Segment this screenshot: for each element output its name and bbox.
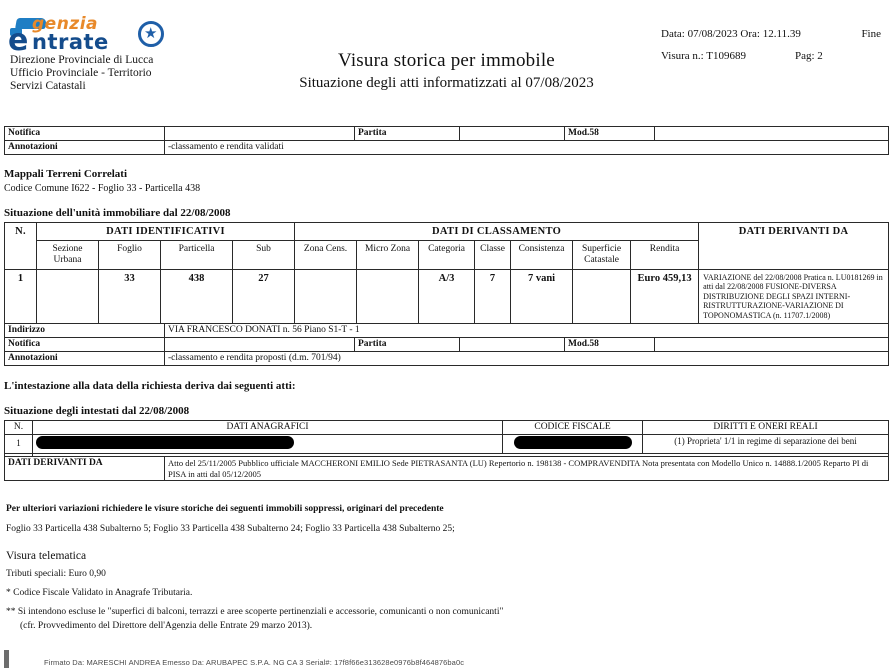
indirizzo-table [4, 323, 889, 366]
note-asterisk-two-cont: (cfr. Provvedimento del Direttore dell'Agenzia delle Entrate 29 marzo 2013). [20, 621, 313, 632]
table-row [5, 324, 889, 338]
signature-side-bar [4, 650, 9, 668]
col-header-particella: Particella [161, 241, 233, 270]
notifica-label: Notifica [5, 127, 165, 141]
cell-zona-cens [295, 270, 357, 324]
annotazioni-label: Annotazioni [5, 141, 165, 155]
dati-derivanti-da-label: DATI DERIVANTI DA [5, 457, 165, 481]
page-subtitle: Situazione degli atti informatizzati al 07/08/2023 [299, 75, 594, 91]
annotazioni-label-2: Annotazioni [5, 352, 165, 366]
col-header-zona-cens: Zona Cens. [295, 241, 357, 270]
partita-value-2 [460, 338, 565, 352]
col-header-diritti-oneri: DIRITTI E ONERI REALI [643, 421, 889, 435]
cell-dati-anagrafici [33, 435, 503, 454]
col-header-consistenza: Consistenza [511, 241, 573, 270]
mod58-label: Mod.58 [565, 127, 655, 141]
cell-superficie-catastale [573, 270, 631, 324]
indirizzo-label: Indirizzo [5, 324, 165, 338]
logo-e-glyph: e [8, 23, 29, 58]
tributi-speciali: Tributi speciali: Euro 0,90 [6, 569, 106, 580]
note-asterisk-two: ** Si intendono escluse le "superfici di balconi, terrazzi e aree scoperte pertinenziali e accessorie, comunicanti o non comunicanti" [6, 607, 504, 618]
table-row [5, 435, 889, 454]
notifica-value-2 [165, 338, 355, 352]
situazione-unita-heading: Situazione dell'unità immobiliare dal 22/08/2008 [4, 207, 231, 219]
cell-particella: 438 [161, 270, 233, 324]
document-header [0, 0, 893, 120]
dati-derivanti-intestati-table [4, 456, 889, 481]
col-header-micro-zona: Micro Zona [357, 241, 419, 270]
col-header-n: N. [5, 223, 37, 270]
notifica-value [165, 127, 355, 141]
table-row [5, 457, 889, 481]
cell-classe: 7 [475, 270, 511, 324]
signature-text: Firmato Da: MARESCHI ANDREA Emesso Da: ARUBAPEC S.P.A. NG CA 3 Serial#: 17f8f66e313628e0976b8f464876ba0c [44, 658, 465, 667]
partita-label-2: Partita [355, 338, 460, 352]
cell-categoria: A/3 [419, 270, 475, 324]
partita-value [460, 127, 565, 141]
cell-sub: 27 [233, 270, 295, 324]
variazioni-heading: Per ulteriori variazioni richiedere le visure storiche dei seguenti immobili soppressi, originari del precedente [6, 504, 444, 515]
table-row [5, 338, 889, 352]
office-line-2: Ufficio Provinciale - Territorio [10, 66, 152, 79]
mappali-section [0, 168, 893, 194]
visura-telematica-label: Visura telematica [6, 550, 87, 563]
logo-agenzia-text: genzia [32, 14, 98, 34]
table-row [5, 127, 889, 141]
annotazioni-value-2: -classamento e rendita proposti (d.m. 701/94) [165, 352, 889, 366]
col-header-rendita: Rendita [631, 241, 699, 270]
meta-row-visura [635, 50, 885, 72]
mappali-heading: Mappali Terreni Correlati [4, 168, 128, 180]
cell-micro-zona [357, 270, 419, 324]
spacer [6, 495, 887, 502]
cell-codice-fiscale [503, 435, 643, 454]
meta-visura-number: Visura n.: T109689 [661, 50, 746, 62]
office-line-3: Servizi Catastali [10, 79, 86, 92]
top-strip-section [0, 126, 893, 155]
col-group-dati-identificativi: DATI IDENTIFICATIVI [37, 223, 295, 241]
notifica-partita-table [4, 126, 889, 155]
partita-label: Partita [355, 127, 460, 141]
situazione-unita-section [0, 207, 893, 366]
document-meta [635, 28, 885, 72]
col-header-superficie-catastale: Superficie Catastale [573, 241, 631, 270]
page-title: Visura storica per immobile [338, 50, 555, 71]
meta-row-date [635, 28, 885, 50]
variazioni-line: Foglio 33 Particella 438 Subalterno 5; Foglio 33 Particella 438 Subalterno 24; Foglio 33 Particella 438 Subalterno 25; [6, 524, 455, 535]
bottom-notes-section [6, 495, 887, 633]
meta-fine: Fine [861, 28, 881, 40]
col-header-dati-anagrafici: DATI ANAGRAFICI [33, 421, 503, 435]
mod58-value-2 [655, 338, 889, 352]
cell-dati-derivanti-da: VARIAZIONE del 22/08/2008 Pratica n. LU0181269 in atti dal 22/08/2008 FUSIONE-DIVERSA DISTRIBUZIONE DEGLI SPAZI INTERNI-RISTRUTTURAZIONE-VARIAZIONE DI TOPONOMASTICA (n. 11707.1/2008) [699, 270, 889, 324]
col-header-categoria: Categoria [419, 241, 475, 270]
digital-signature-footer [0, 658, 893, 667]
cell-foglio: 33 [99, 270, 161, 324]
logo-entrate-text: ntrate [32, 30, 109, 54]
dati-classamento-table [4, 222, 889, 324]
annotazioni-value: -classamento e rendita validati [165, 141, 889, 155]
cell-n: 1 [5, 270, 37, 324]
cell-intestati-n: 1 [5, 435, 33, 454]
meta-page-number: Pag: 2 [795, 50, 823, 62]
intestati-heading: Situazione degli intestati dal 22/08/2008 [4, 405, 190, 418]
mod58-value [655, 127, 889, 141]
col-header-codice-fiscale: CODICE FISCALE [503, 421, 643, 435]
notifica-label-2: Notifica [5, 338, 165, 352]
mod58-label-2: Mod.58 [565, 338, 655, 352]
table-row [5, 352, 889, 366]
cell-consistenza: 7 vani [511, 270, 573, 324]
meta-date: Data: 07/08/2023 Ora: 12.11.39 [661, 28, 801, 40]
note-asterisk-one: * Codice Fiscale Validato in Anagrafe Tributaria. [6, 588, 193, 599]
col-header-intestati-n: N. [5, 421, 33, 435]
col-group-dati-derivanti: DATI DERIVANTI DA [699, 223, 889, 270]
intestazione-intro: L'intestazione alla data della richiesta deriva dai seguenti atti: [4, 380, 296, 393]
col-header-classe: Classe [475, 241, 511, 270]
mappali-line: Codice Comune I622 - Foglio 33 - Particella 438 [4, 183, 201, 194]
col-header-sub: Sub [233, 241, 295, 270]
cell-diritti-oneri: (1) Proprieta' 1/1 in regime di separazione dei beni [643, 435, 889, 454]
intestazione-section [0, 380, 893, 481]
table-row [5, 270, 889, 324]
col-header-foglio: Foglio [99, 241, 161, 270]
redaction-bar-codice-fiscale [514, 436, 632, 449]
intestati-table [4, 420, 889, 457]
emblem-star-glyph: ★ [144, 26, 158, 42]
indirizzo-value: VIA FRANCESCO DONATI n. 56 Piano S1-T - 1 [165, 324, 889, 338]
col-header-sezione-urbana: Sezione Urbana [37, 241, 99, 270]
table-header-group-row [5, 223, 889, 241]
spacer [6, 536, 887, 549]
office-line-1: Direzione Provinciale di Lucca [10, 54, 154, 66]
redaction-bar-anagrafici [36, 436, 294, 449]
table-header-row [5, 421, 889, 435]
cell-sezione-urbana [37, 270, 99, 324]
dati-derivanti-da-value: Atto del 25/11/2005 Pubblico ufficiale MACCHERONI EMILIO Sede PIETRASANTA (LU) Repertorio n. 198138 - COMPRAVENDITA Nota presentata con Modello Unico n. 14888.1/2005 Reparto PI di PISA in atti dal 05/12/2005 [165, 457, 889, 481]
col-group-dati-classamento: DATI DI CLASSAMENTO [295, 223, 699, 241]
table-row [5, 141, 889, 155]
cell-rendita: Euro 459,13 [631, 270, 699, 324]
